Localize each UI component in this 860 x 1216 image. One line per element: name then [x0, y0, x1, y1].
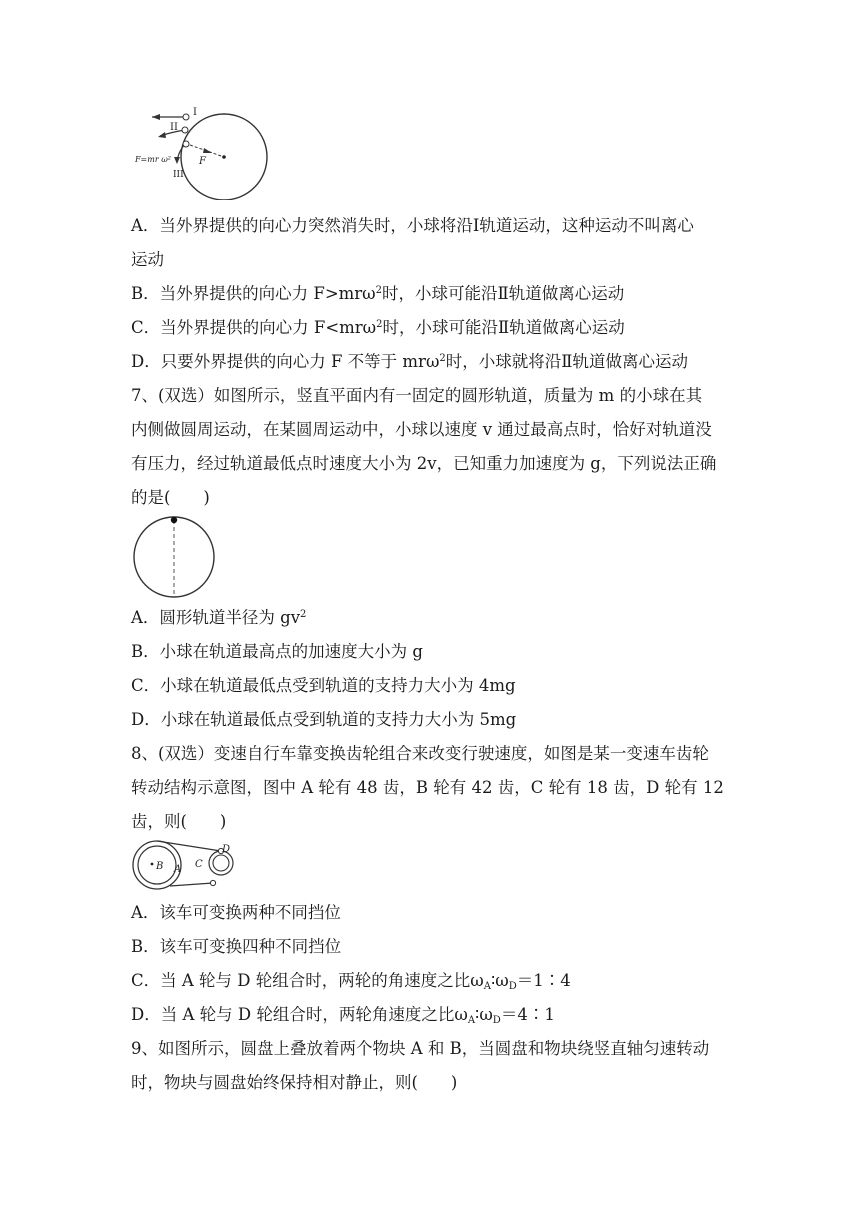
q8-option-a: A．该车可变换两种不同挡位 — [131, 903, 341, 922]
q6-option-d-sup: 2 — [439, 353, 446, 364]
q6-option-c-text: C．当外界提供的向心力 F<mrω — [131, 318, 377, 337]
gear-label-b: B — [156, 861, 164, 872]
gear-label-c: C — [195, 859, 203, 870]
q6-option-b-text: B．当外界提供的向心力 F>mrω — [131, 284, 376, 303]
q8-option-c-text: C．当 A 轮与 D 轮组合时，两轮的角速度之比ω — [131, 971, 484, 990]
q8-option-d-sub-a: A — [467, 1015, 476, 1026]
q6-option-b — [131, 283, 624, 305]
gear-label-d: D — [222, 844, 231, 855]
centrifugal-motion-figure — [130, 100, 275, 200]
label-formula: F=mr ω² — [135, 155, 171, 164]
q8-option-d — [131, 1004, 555, 1026]
q7-stem-line2: 内侧做圆周运动，在某圆周运动中，小球以速度 v 通过最高点时，恰好对轨道没 — [131, 420, 712, 439]
q6-option-c-post: 时，小球可能沿Ⅱ轨道做离心运动 — [382, 318, 625, 337]
circular-track-figure — [130, 512, 220, 602]
q6-option-d-post: 时，小球就将沿Ⅱ轨道做离心运动 — [445, 352, 688, 371]
q8-option-d-mid: ∶ω — [475, 1005, 493, 1024]
q6-option-a-line1: A．当外界提供的向心力突然消失时，小球将沿Ⅰ轨道运动，这种运动不叫离心 — [131, 216, 694, 235]
q7-option-a-sup: 2 — [300, 609, 307, 620]
q6-option-b-post: 时，小球可能沿Ⅱ轨道做离心运动 — [382, 284, 625, 303]
label-track-III: III — [173, 170, 184, 180]
gear-label-a: A — [174, 864, 182, 875]
q7-stem-line1: 7、(双选）如图所示，竖直平面内有一固定的圆形轨道，质量为 m 的小球在其 — [131, 386, 703, 405]
q9-stem-line1: 9、如图所示，圆盘上叠放着两个物块 A 和 B，当圆盘和物块绕竖直轴匀速转动 — [131, 1039, 710, 1058]
q8-stem-line2: 转动结构示意图，图中 A 轮有 48 齿，B 轮有 42 齿，C 轮有 18 齿，D 轮有 12 — [131, 778, 724, 797]
q7-option-b: B．小球在轨道最高点的加速度大小为 g — [131, 642, 423, 661]
q6-option-c-sup: 2 — [376, 319, 383, 330]
q8-option-c-sub-a: A — [483, 981, 491, 992]
q6-option-a-line2: 运动 — [131, 250, 164, 269]
q8-stem-line3: 齿，则( ) — [131, 812, 227, 831]
label-track-I: I — [193, 107, 197, 118]
q8-option-d-post: ＝4∶1 — [500, 1005, 555, 1024]
q8-option-b: B．该车可变换四种不同挡位 — [131, 937, 342, 956]
q6-option-d-text: D．只要外界提供的向心力 F 不等于 mrω — [131, 352, 440, 371]
q6-option-d — [131, 351, 688, 373]
label-track-II: II — [170, 122, 178, 133]
q8-option-c — [131, 970, 571, 992]
q8-stem-line1: 8、(双选）变速自行车靠变换齿轮组合来改变行驶速度，如图是某一变速车齿轮 — [131, 744, 709, 763]
q7-option-a-text: A．圆形轨道半径为 gv — [131, 608, 301, 627]
q7-stem-line4: 的是( ) — [131, 488, 210, 507]
q8-option-c-post: ＝1∶4 — [516, 971, 571, 990]
q7-option-a — [131, 607, 306, 629]
label-force-F: F — [199, 156, 206, 167]
q7-option-c: C．小球在轨道最低点受到轨道的支持力大小为 4mg — [131, 676, 516, 695]
q7-option-d: D．小球在轨道最低点受到轨道的支持力大小为 5mg — [131, 710, 517, 729]
q7-stem-line3: 有压力，经过轨道最低点时速度大小为 2v，已知重力加速度为 g，下列说法正确 — [131, 454, 717, 473]
q8-option-d-sub-d: D — [492, 1015, 501, 1026]
q8-option-d-text: D．当 A 轮与 D 轮组合时，两轮角速度之比ω — [131, 1005, 468, 1024]
q6-option-b-sup: 2 — [375, 285, 383, 296]
q8-option-c-sub-d: D — [508, 981, 517, 992]
q9-stem-line2: 时，物块与圆盘始终保持相对静止，则( ) — [131, 1073, 458, 1092]
q8-option-c-mid: ∶ω — [490, 971, 509, 990]
q6-option-c — [131, 317, 625, 339]
gear-figure — [130, 838, 240, 896]
